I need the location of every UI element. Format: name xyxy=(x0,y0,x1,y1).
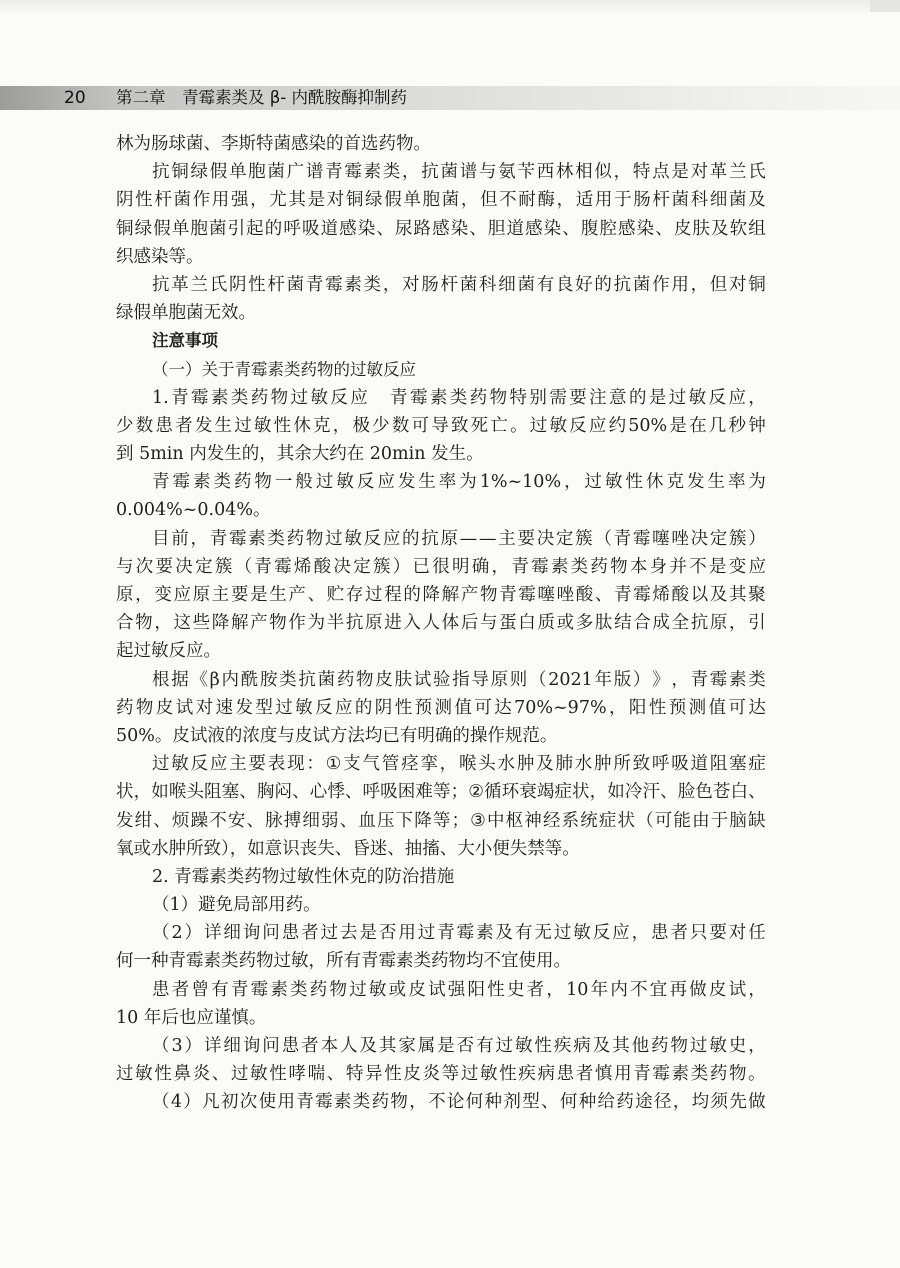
text-line: 过 敏 性 鼻 炎 、 过 敏 性 哮 喘 、 特 异 性 皮 炎 等 过 敏 性 疾 病 患 者 慎 用 青 霉 素 类 药 物 。 xyxy=(116,1064,766,1085)
text-line: （ 4 ） 凡 初 次 使 用 青 霉 素 类 药 物 ， 不 论 何 种 剂 型 、 何 种 给 药 途 径 ， 均 须 先 做 xyxy=(152,1092,766,1113)
text-line: 合 物 ， 这 些 降 解 产 物 作 为 半 抗 原 进 入 人 体 后 与 蛋 白 质 或 多 肽 结 合 成 全 抗 原 ， 引 xyxy=(116,613,766,634)
text-line: 原 ， 变 应 原 主 要 是 生 产 、 贮 存 过 程 的 降 解 产 物 青 霉 噻 唑 酸 、 青 霉 烯 酸 以 及 其 聚 xyxy=(116,585,766,605)
text-line: 林为肠球菌、李斯特菌感染的首选药物。 xyxy=(116,134,431,154)
text-line: （ 2 ） 详 细 询 问 患 者 过 去 是 否 用 过 青 霉 素 及 有 无 过 敏 反 应 ， 患 者 只 要 对 任 xyxy=(152,923,766,944)
text-line: （ 3 ） 详 细 询 问 患 者 本 人 及 其 家 属 是 否 有 过 敏 性 疾 病 及 其 他 药 物 过 敏 史 ， xyxy=(152,1036,766,1056)
text-line: 2. 青霉素类药物过敏性休克的防治措施 xyxy=(152,866,455,887)
text-line: 药 物 皮 试 对 速 发 型 过 敏 反 应 的 阴 性 预 测 值 可 达 70%~97% ， 阳 性 预 测 值 可 达 xyxy=(116,697,766,718)
page-top-edge xyxy=(0,0,900,14)
text-line: 起过敏反应。 xyxy=(116,641,221,662)
text-line: 与 次 要 决 定 簇 （ 青 霉 烯 酸 决 定 簇 ） 已 很 明 确 ， 青 霉 素 类 药 物 本 身 并 不 是 变 应 xyxy=(116,556,766,577)
text-line: 织感染等。 xyxy=(116,246,204,267)
text-line: 10 年后也应谨慎。 xyxy=(116,1007,267,1028)
text-line: 0.004%~0.04%。 xyxy=(116,500,271,521)
text-line: （1）避免局部用药。 xyxy=(152,895,321,916)
page-corner-mark xyxy=(870,0,900,12)
text-line: 发 绀 、 烦 躁 不 安 、 脉 搏 细 弱 、 血 压 下 降 等 ； ③ 中 枢 神 经 系 统 症 状 （ 可 能 由 于 脑 缺 xyxy=(116,810,766,831)
text-line: 铜 绿 假 单 胞 菌 引 起 的 呼 吸 道 感 染 、 尿 路 感 染 、 胆 道 感 染 、 腹 腔 感 染 、 皮 肤 及 软 组 xyxy=(116,218,766,239)
text-line: 抗 铜 绿 假 单 胞 菌 广 谱 青 霉 素 类 ， 抗 菌 谱 与 氨 苄 西 林 相 似 ， 特 点 是 对 革 兰 氏 xyxy=(152,162,766,183)
text-line: 注意事项 xyxy=(152,331,218,351)
text-line: 状 ， 如 喉 头 阻 塞 、 胸 闷 、 心 悸 、 呼 吸 困 难 等 ； ② 循 环 衰 竭 症 状 ， 如 冷 汗 、 脸 色 苍 白 、 xyxy=(116,782,766,803)
text-line: 少 数 患 者 发 生 过 敏 性 休 克 ， 极 少 数 可 导 致 死 亡 。 过 敏 反 应 约 50% 是 在 几 秒 钟 xyxy=(116,415,766,436)
text-line: 氧或水肿所致），如意识丧失、昏迷、抽搐、大小便失禁等。 xyxy=(116,838,580,859)
text-line: 青 霉 素 类 药 物 一 般 过 敏 反 应 发 生 率 为 1%~10% ， 过 敏 性 休 克 发 生 率 为 xyxy=(152,472,766,493)
text-line: 抗 革 兰 氏 阴 性 杆 菌 青 霉 素 类 ， 对 肠 杆 菌 科 细 菌 有 良 好 的 抗 菌 作 用 ， 但 对 铜 xyxy=(152,274,766,295)
text-line: 阴 性 杆 菌 作 用 强 ， 尤 其 是 对 铜 绿 假 单 胞 菌 ， 但 不 耐 酶 ， 适 用 于 肠 杆 菌 科 细 菌 及 xyxy=(116,190,766,211)
body-text xyxy=(116,130,766,1117)
text-line: （一）关于青霉素类药物的过敏反应 xyxy=(152,359,416,379)
text-line: 目 前 ， 青 霉 素 类 药 物 过 敏 反 应 的 抗 原 — — 主 要 决 定 簇 （ 青 霉 噻 唑 决 定 簇 ） xyxy=(152,528,766,549)
text-line: 过 敏 反 应 主 要 表 现 ： ① 支 气 管 痉 挛 ， 喉 头 水 肿 及 肺 水 肿 所 致 呼 吸 道 阻 塞 症 xyxy=(152,754,766,775)
page-number: 20 xyxy=(64,88,86,108)
text-line: 患 者 曾 有 青 霉 素 类 药 物 过 敏 或 皮 试 强 阳 性 史 者 ， 10 年 内 不 宜 再 做 皮 试 ， xyxy=(152,979,766,1000)
text-line: 1. 青 霉 素 类 药 物 过 敏 反 应 青 霉 素 类 药 物 特 别 需 要 注 意 的 是 过 敏 反 应 ， xyxy=(152,387,766,408)
text-line: 绿假单胞菌无效。 xyxy=(116,303,256,324)
text-line: 何一种青霉素类药物过敏，所有青霉素类药物均不宜使用。 xyxy=(116,951,571,972)
text-line: 根 据 《 β 内 酰 胺 类 抗 菌 药 物 皮 肤 试 验 指 导 原 则 （ 2021 年 版 ） 》 ， 青 霉 素 类 xyxy=(152,669,766,690)
text-line: 到 5min 内发生的，其余大约在 20min 发生。 xyxy=(116,444,484,465)
chapter-title: 第二章 青霉素类及 β- 内酰胺酶抑制药 xyxy=(116,88,407,107)
text-line: 50%。皮试液的浓度与皮试方法均已有明确的操作规范。 xyxy=(116,725,558,746)
